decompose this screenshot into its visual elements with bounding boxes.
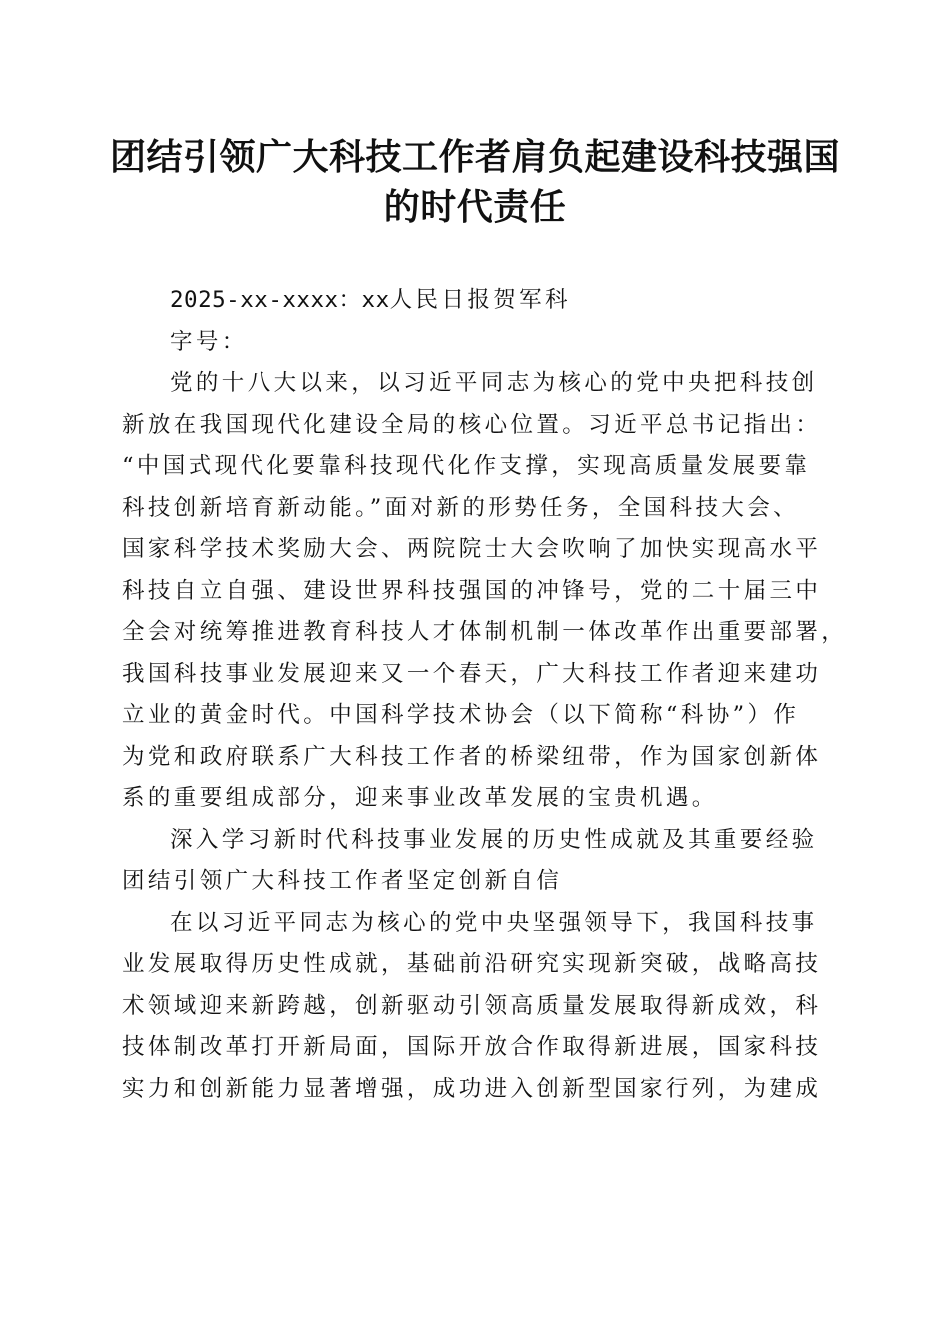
paragraph-line: 党的十八大以来，以习近平同志为核心的党中央把科技创 — [170, 370, 818, 396]
title-line-2: 的时代责任 — [383, 186, 567, 228]
paragraph-line: 立业的黄金时代。中国科学技术协会（以下简称“科协”）作 — [122, 702, 800, 728]
paragraph-line: 在以习近平同志为核心的党中央坚强领导下，我国科技事 — [170, 909, 818, 936]
paragraph-1 — [122, 363, 848, 820]
paragraph-line: 术领域迎来新跨越，创新驱动引领高质量发展取得新成效，科 — [122, 992, 822, 1019]
document-title — [100, 132, 850, 232]
paragraph-3 — [122, 903, 828, 1111]
paragraph-line: 技体制改革打开新局面，国际开放合作取得新进展，国家科技 — [122, 1034, 822, 1060]
section-heading-line: 团结引领广大科技工作者坚定创新自信 — [122, 868, 563, 894]
paragraph-line: 业发展取得历史性成就，基础前沿研究实现新突破，战略高技 — [122, 951, 822, 977]
paragraph-line: 国家科学技术奖励大会、两院院士大会吹响了加快实现高水平 — [122, 536, 822, 562]
title-line-1: 团结引领广大科技工作者肩负起建设科技强国 — [109, 136, 840, 178]
meta-date-source — [122, 280, 828, 322]
document-body — [122, 280, 848, 1110]
paragraph-line: 科技创新培育新动能。”面对新的形势任务，全国科技大会、 — [122, 494, 800, 521]
section-heading — [122, 820, 828, 903]
paragraph-line: 新放在我国现代化建设全局的核心位置。习近平总书记指出： — [122, 411, 822, 438]
paragraph-line: 我国科技事业发展迎来又一个春天，广大科技工作者迎来建功 — [122, 660, 822, 687]
paragraph-line: 为党和政府联系广大科技工作者的桥梁纽带，作为国家创新体 — [122, 743, 822, 770]
paragraph-line: “中国式现代化要靠科技现代化作支撑，实现高质量发展要靠 — [122, 453, 811, 479]
paragraph-line: 科技自立自强、建设世界科技强国的冲锋号，党的二十届三中 — [122, 577, 822, 604]
paragraph-line: 实力和创新能力显著增强，成功进入创新型国家行列，为建成 — [122, 1075, 822, 1102]
meta-font-size: 字号： — [170, 328, 248, 355]
meta-source: 人民日报贺军科 — [389, 287, 571, 313]
section-heading-line: 深入学习新时代科技事业发展的历史性成就及其重要经验 — [170, 826, 818, 853]
paragraph-line: 系的重要组成部分，迎来事业改革发展的宝贵机遇。 — [122, 785, 718, 811]
meta-date: 2025-xx-xxxx：xx — [170, 287, 390, 313]
paragraph-line: 全会对统筹推进教育科技人才体制机制一体改革作出重要部署， — [122, 619, 848, 645]
